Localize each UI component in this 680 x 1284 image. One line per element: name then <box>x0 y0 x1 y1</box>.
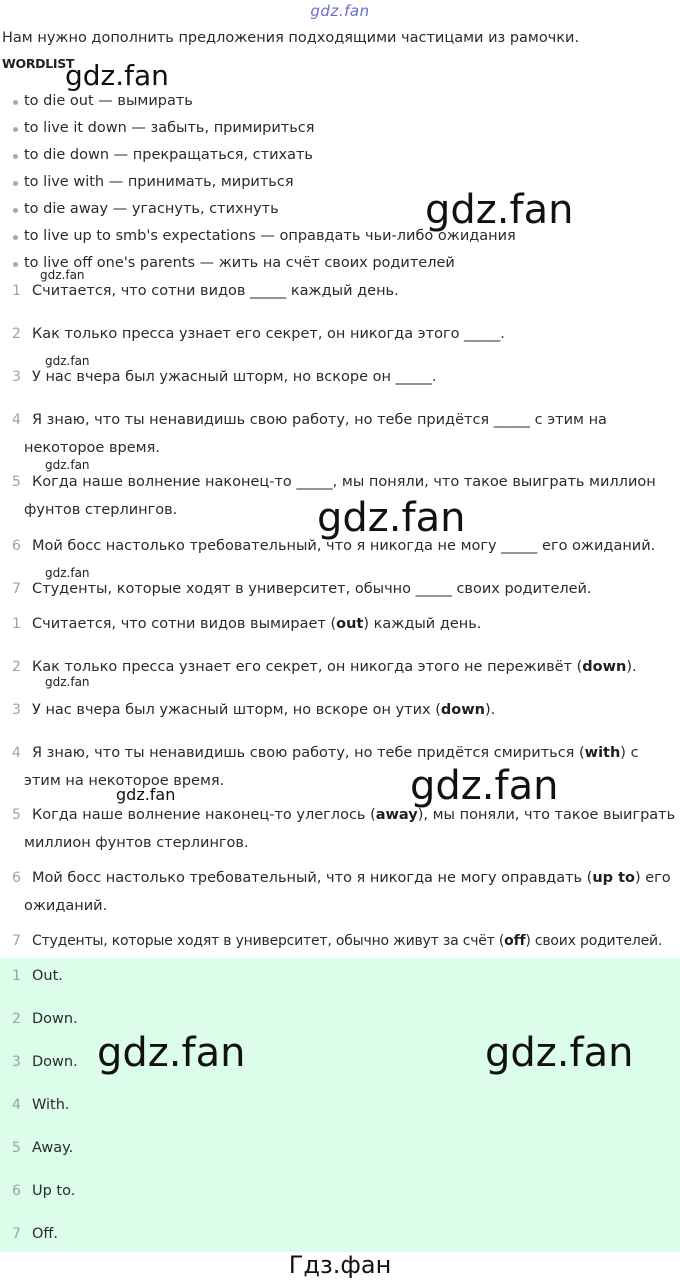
wordlist-item: to live it down — забыть, примириться <box>0 115 516 142</box>
watermark: gdz.fan <box>425 187 574 233</box>
wordlist-item: to live off one's parents — жить на счёт своих родителей <box>0 250 516 277</box>
solution-item: 6 Мой босс настолько требовательный, что я никогда не могу оправдать (up to) его ожиданий. <box>12 870 671 914</box>
wordlist-item: to live up to smb's expectations — оправдать чьи-либо ожидания <box>0 223 516 250</box>
wordlist <box>0 88 516 277</box>
solution-item: 5 Когда наше волнение наконец-то улеглось (away), мы поняли, что такое выиграть миллион фунтов стерлингов. <box>12 807 676 851</box>
watermark: gdz.fan <box>485 1030 634 1076</box>
solution-item: 4 Я знаю, что ты ненавидишь свою работу, но тебе придётся смириться (with) с этим на некоторое время. <box>12 745 639 789</box>
task-item: 5 Когда наше волнение наконец-то _____, мы поняли, что такое выиграть миллион фунтов стерлингов. <box>12 474 656 518</box>
bullet-icon <box>13 154 18 159</box>
particle: with <box>584 745 621 761</box>
answers-panel: 1 Out. 2 Down. 3 Down. 4 With. 5 Away. 6 Up to. 7 Off. <box>0 958 680 1252</box>
task-item: 2 Как только пресса узнает его секрет, он никогда этого _____. <box>12 326 505 342</box>
task-item: 6 Мой босс настолько требовательный, что я никогда не могу _____ его ожиданий. <box>12 538 656 554</box>
bullet-icon <box>13 208 18 213</box>
watermark: gdz.fan <box>116 785 176 804</box>
solution-item: 7 Студенты, которые ходят в университет, обычно живут за счёт (off) своих родителей. <box>12 933 663 949</box>
task-item: 1 Считается, что сотни видов _____ каждый день. <box>12 283 399 299</box>
task-instruction: Нам нужно дополнить предложения подходящими частицами из рамочки. <box>2 30 580 46</box>
bullet-icon <box>13 235 18 240</box>
wordlist-title: WORDLIST <box>2 56 75 71</box>
task-item: 3 У нас вчера был ужасный шторм, но вскоре он _____. <box>12 369 437 385</box>
task-item: 7 Студенты, которые ходят в университет, обычно _____ своих родителей. <box>12 581 592 597</box>
wordlist-item: to die away — угаснуть, стихнуть <box>0 196 516 223</box>
solution-item: 1 Считается, что сотни видов вымирает (out) каждый день. <box>12 616 482 632</box>
particle: out <box>336 616 364 632</box>
particle: away <box>375 807 418 823</box>
watermark: gdz.fan <box>97 1030 246 1076</box>
particle: down <box>582 659 627 675</box>
watermark: gdz.fan <box>317 495 466 541</box>
watermark: gdz.fan <box>45 566 90 580</box>
bullet-icon <box>13 127 18 132</box>
watermark: gdz.fan <box>40 268 85 282</box>
particle: off <box>504 933 526 949</box>
bullet-icon <box>13 100 18 105</box>
particle: down <box>440 702 485 718</box>
footer-site-name: Гдз.фан <box>288 1251 392 1279</box>
task-item: 4 Я знаю, что ты ненавидишь свою работу, но тебе придётся _____ с этим на некоторое время. <box>12 412 607 456</box>
particle: up to <box>592 870 635 886</box>
bullet-icon <box>13 262 18 267</box>
wordlist-item: to die down — прекращаться, стихать <box>0 142 516 169</box>
bullet-icon <box>13 181 18 186</box>
top-watermark: gdz.fan <box>310 2 370 20</box>
watermark: gdz.fan <box>45 675 90 689</box>
wordlist-item: to live with — принимать, мириться <box>0 169 516 196</box>
watermark: gdz.fan <box>45 458 90 472</box>
watermark: gdz.fan <box>410 763 559 809</box>
solution-item: 2 Как только пресса узнает его секрет, он никогда этого не переживёт (down). <box>12 659 637 675</box>
wordlist-item: to die out — вымирать <box>0 88 516 115</box>
watermark: gdz.fan <box>45 354 90 368</box>
solution-item: 3 У нас вчера был ужасный шторм, но вскоре он утих (down). <box>12 702 496 718</box>
watermark: gdz.fan <box>65 59 169 92</box>
